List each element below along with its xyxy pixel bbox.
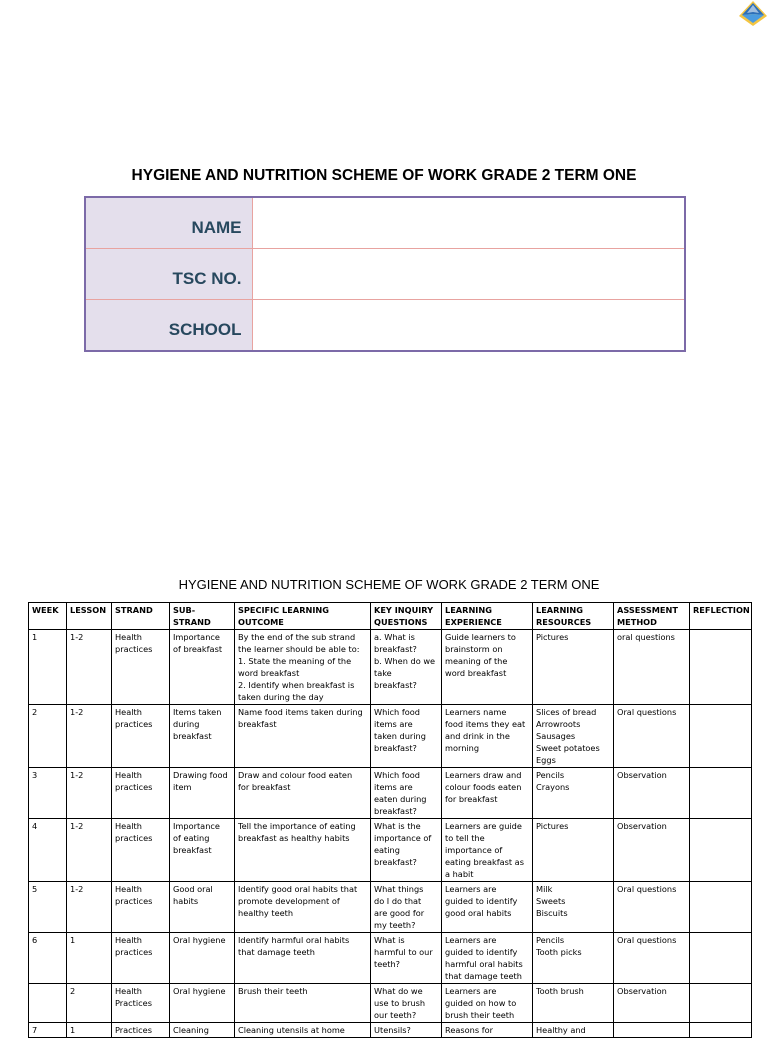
header-text: KEY INQUIRY (374, 605, 434, 615)
header-assessment-method (614, 603, 690, 630)
cell-text: take (374, 668, 392, 678)
cell-sub-strand (170, 1023, 235, 1038)
cell-text: 1-2 (70, 770, 84, 780)
header-text: WEEK (32, 605, 59, 615)
cell-text: Learners are (445, 986, 497, 996)
header-text: STRAND (115, 605, 153, 615)
cell-text: brainstorm on (445, 644, 503, 654)
cell-reflection (690, 630, 752, 705)
cell-text: Learners draw and (445, 770, 522, 780)
cell-learning-experience (442, 933, 533, 984)
table-row (29, 630, 752, 705)
cell-text: Health (115, 986, 142, 996)
cell-text: Draw and colour food eaten (238, 770, 353, 780)
cell-lesson (67, 1023, 112, 1038)
cell-text: breakfast (173, 845, 212, 855)
header-text: LEARNING (536, 605, 583, 615)
cell-key-inquiry-questions (371, 705, 442, 768)
cell-text: eating breakfast as (445, 857, 524, 867)
header-text: ASSESSMENT (617, 605, 678, 615)
cell-text: of breakfast (173, 644, 223, 654)
cell-text: habits (173, 896, 199, 906)
cell-text: Oral questions (617, 707, 677, 717)
detail-value-field[interactable] (252, 300, 685, 352)
table-row (29, 768, 752, 819)
cell-text: 1 (32, 632, 38, 642)
cell-text: Milk (536, 884, 553, 894)
header-week (29, 603, 67, 630)
header-text: QUESTIONS (374, 617, 428, 627)
header-lesson (67, 603, 112, 630)
cell-week (29, 882, 67, 933)
cell-text: 4 (32, 821, 38, 831)
cell-week (29, 819, 67, 882)
cell-text: Pictures (536, 632, 569, 642)
cell-text: 1 (70, 1025, 76, 1035)
cell-specific-learning-outcome (235, 882, 371, 933)
scheme-of-work-table (28, 602, 752, 1038)
cell-text: breakfast as healthy habits (238, 833, 350, 843)
cell-text: Observation (617, 821, 667, 831)
cell-assessment-method (614, 882, 690, 933)
cover-title: HYGIENE AND NUTRITION SCHEME OF WORK GRADE 2 TERM ONE (131, 167, 637, 184)
cell-text: taken during (374, 731, 426, 741)
cell-text: Oral questions (617, 935, 677, 945)
cell-text: 2 (70, 986, 76, 996)
cell-text: breakfast? (374, 680, 417, 690)
cell-learning-resources (533, 768, 614, 819)
cell-text: Tell the importance of eating (238, 821, 356, 831)
cell-text: Eggs (536, 755, 556, 765)
cell-text: 1. State the meaning of the (238, 656, 352, 666)
cell-learning-experience (442, 984, 533, 1023)
header-text: EXPERIENCE (445, 617, 502, 627)
cell-text: 5 (32, 884, 38, 894)
cell-text: brush their teeth (445, 1010, 515, 1020)
cell-learning-resources (533, 933, 614, 984)
detail-row (85, 300, 685, 352)
cell-sub-strand (170, 768, 235, 819)
cell-text: harmful to our (374, 947, 433, 957)
cell-text: practices (115, 896, 153, 906)
cell-text: 1 (70, 935, 76, 945)
cell-text: that damage teeth (238, 947, 315, 957)
detail-value-field[interactable] (252, 249, 685, 300)
cell-learning-experience (442, 705, 533, 768)
cell-key-inquiry-questions (371, 630, 442, 705)
cell-text: breakfast (238, 719, 277, 729)
cell-text: Cleaning utensils at home (238, 1025, 345, 1035)
cell-text: Arrowroots (536, 719, 581, 729)
cell-text: Cleaning (173, 1025, 209, 1035)
cell-key-inquiry-questions (371, 768, 442, 819)
cell-learning-experience (442, 768, 533, 819)
cell-text: Slices of bread (536, 707, 597, 717)
cell-sub-strand (170, 984, 235, 1023)
cell-text: colour foods eaten (445, 782, 522, 792)
detail-label: TSC NO. (85, 249, 252, 300)
header-text: REFLECTION (693, 605, 750, 615)
cell-text: Identify harmful oral habits (238, 935, 350, 945)
cell-text: do I do that (374, 896, 422, 906)
cell-text: Observation (617, 770, 667, 780)
cell-text: Health (115, 821, 142, 831)
cell-text: Sweets (536, 896, 566, 906)
cell-assessment-method (614, 819, 690, 882)
cell-strand (112, 630, 170, 705)
cell-text: Oral hygiene (173, 935, 226, 945)
header-text: OUTCOME (238, 617, 284, 627)
cell-text: Good oral (173, 884, 213, 894)
cell-text: for breakfast (445, 794, 498, 804)
cell-reflection (690, 819, 752, 882)
cell-text: eating (374, 845, 400, 855)
teacher-details-table (84, 196, 686, 352)
cell-text: Oral hygiene (173, 986, 226, 996)
scheme-title: HYGIENE AND NUTRITION SCHEME OF WORK GRADE 2 TERM ONE (178, 577, 600, 592)
header-text: SPECIFIC LEARNING (238, 605, 329, 615)
cell-text: Practices (115, 1025, 152, 1035)
cell-text: during (173, 719, 200, 729)
cell-text: Importance (173, 821, 220, 831)
cell-strand (112, 882, 170, 933)
cell-text: Items taken (173, 707, 222, 717)
cell-text: Guide learners to (445, 632, 516, 642)
header-text: LEARNING (445, 605, 492, 615)
cell-strand (112, 768, 170, 819)
table-row (29, 984, 752, 1023)
header-sub-strand (170, 603, 235, 630)
cell-text: my teeth? (374, 920, 416, 930)
cell-text: a. What is (374, 632, 415, 642)
cell-text: Learners name (445, 707, 507, 717)
cell-text: good oral habits (445, 908, 512, 918)
header-specific-learning-outcome (235, 603, 371, 630)
cell-text: food items they eat (445, 719, 526, 729)
cell-text: Tooth brush (536, 986, 584, 996)
cell-learning-resources (533, 630, 614, 705)
publisher-logo (737, 0, 768, 28)
cell-lesson (67, 705, 112, 768)
table-header-row (29, 603, 752, 630)
cell-text: meaning of the (445, 656, 508, 666)
cell-sub-strand (170, 819, 235, 882)
cell-reflection (690, 705, 752, 768)
cell-text: What is (374, 935, 405, 945)
cell-text: breakfast? (374, 806, 417, 816)
cell-text: Reasons for (445, 1025, 493, 1035)
cell-lesson (67, 933, 112, 984)
cell-text: What things (374, 884, 424, 894)
cell-sub-strand (170, 882, 235, 933)
cell-sub-strand (170, 630, 235, 705)
cell-strand (112, 1023, 170, 1038)
cell-text: practices (115, 644, 153, 654)
detail-label: SCHOOL (85, 300, 252, 352)
cell-week (29, 630, 67, 705)
cell-text: Biscuits (536, 908, 568, 918)
cell-assessment-method (614, 705, 690, 768)
header-text: LESSON (70, 605, 107, 615)
cell-strand (112, 819, 170, 882)
header-reflection (690, 603, 752, 630)
cell-text: practices (115, 833, 153, 843)
cell-strand (112, 705, 170, 768)
cell-key-inquiry-questions (371, 882, 442, 933)
cell-reflection (690, 768, 752, 819)
cell-sub-strand (170, 705, 235, 768)
cell-assessment-method (614, 1023, 690, 1038)
cell-assessment-method (614, 933, 690, 984)
cell-key-inquiry-questions (371, 819, 442, 882)
cell-text: use to brush (374, 998, 426, 1008)
header-text: RESOURCES (536, 617, 592, 627)
cell-text: 1-2 (70, 821, 84, 831)
detail-value-field[interactable] (252, 197, 685, 249)
cell-text: oral questions (617, 632, 675, 642)
cell-specific-learning-outcome (235, 984, 371, 1023)
cell-text: breakfast? (374, 644, 417, 654)
cell-text: Drawing food (173, 770, 228, 780)
cell-specific-learning-outcome (235, 630, 371, 705)
cell-text: Identify good oral habits that (238, 884, 358, 894)
cell-text: practices (115, 947, 153, 957)
cell-text: practices (115, 782, 153, 792)
cell-text: Learners are guide (445, 821, 522, 831)
cell-text: Learners are (445, 935, 497, 945)
header-learning-resources (533, 603, 614, 630)
cell-text: Observation (617, 986, 667, 996)
cell-text: Sweet potatoes (536, 743, 600, 753)
cell-text: the learner should be able to: (238, 644, 360, 654)
cell-text: guided on how to (445, 998, 517, 1008)
cell-text: Which food (374, 707, 420, 717)
cell-strand (112, 984, 170, 1023)
cell-text: our teeth? (374, 1010, 417, 1020)
cell-text: Pencils (536, 935, 565, 945)
cell-text: word breakfast (445, 668, 507, 678)
cell-reflection (690, 882, 752, 933)
cell-learning-experience (442, 1023, 533, 1038)
cell-text: of eating (173, 833, 210, 843)
cell-text: a habit (445, 869, 474, 879)
table-row (29, 1023, 752, 1038)
cell-text: Which food (374, 770, 420, 780)
cell-text: and drink in the (445, 731, 510, 741)
cell-text: taken during the day (238, 692, 324, 702)
cell-lesson (67, 768, 112, 819)
cell-text: items are (374, 782, 413, 792)
cell-text: Health (115, 632, 142, 642)
cell-text: Name food items taken during (238, 707, 363, 717)
cell-lesson (67, 819, 112, 882)
cell-key-inquiry-questions (371, 933, 442, 984)
table-row (29, 933, 752, 984)
cell-text: Health (115, 884, 142, 894)
cell-text: Practices (115, 998, 152, 1008)
cell-learning-resources (533, 984, 614, 1023)
cell-text: 1-2 (70, 632, 84, 642)
cell-text: that damage teeth (445, 971, 522, 981)
cell-text: Tooth picks (536, 947, 582, 957)
cell-text: item (173, 782, 192, 792)
cell-reflection (690, 933, 752, 984)
header-text: METHOD (617, 617, 657, 627)
cell-text: guided to identify (445, 896, 518, 906)
cell-text: guided to identify (445, 947, 518, 957)
cell-text: Health (115, 770, 142, 780)
cell-text: By the end of the sub strand (238, 632, 356, 642)
cell-text: importance of (445, 845, 503, 855)
cell-text: 1-2 (70, 884, 84, 894)
cell-reflection (690, 1023, 752, 1038)
cell-text: 2. Identify when breakfast is (238, 680, 355, 690)
cell-specific-learning-outcome (235, 705, 371, 768)
cell-week (29, 984, 67, 1023)
cell-text: Oral questions (617, 884, 677, 894)
cell-week (29, 768, 67, 819)
detail-row (85, 249, 685, 300)
cell-learning-experience (442, 819, 533, 882)
cell-text: b. When do we (374, 656, 436, 666)
cell-learning-resources (533, 819, 614, 882)
cell-reflection (690, 984, 752, 1023)
cell-text: are good for (374, 908, 425, 918)
cell-text: Utensils? (374, 1025, 411, 1035)
cell-text: Importance (173, 632, 220, 642)
cell-learning-resources (533, 882, 614, 933)
cell-assessment-method (614, 768, 690, 819)
cell-sub-strand (170, 933, 235, 984)
cell-text: 2 (32, 707, 38, 717)
cell-text: Health (115, 935, 142, 945)
cell-specific-learning-outcome (235, 819, 371, 882)
table-row (29, 819, 752, 882)
cell-text: Learners are (445, 884, 497, 894)
detail-row (85, 197, 685, 249)
header-strand (112, 603, 170, 630)
cell-lesson (67, 882, 112, 933)
table-row (29, 882, 752, 933)
cell-text: Health (115, 707, 142, 717)
cell-learning-resources (533, 705, 614, 768)
cell-week (29, 933, 67, 984)
cell-learning-experience (442, 882, 533, 933)
cell-text: practices (115, 719, 153, 729)
cell-text: healthy teeth (238, 908, 294, 918)
cell-text: Brush their teeth (238, 986, 308, 996)
cell-text: importance of (374, 833, 432, 843)
cell-text: word breakfast (238, 668, 300, 678)
cell-text: Sausages (536, 731, 576, 741)
header-key-inquiry-questions (371, 603, 442, 630)
cell-text: 7 (32, 1025, 38, 1035)
cell-text: Crayons (536, 782, 570, 792)
cell-text: Pencils (536, 770, 565, 780)
cell-text: Pictures (536, 821, 569, 831)
cell-text: 6 (32, 935, 38, 945)
cell-text: to tell the (445, 833, 485, 843)
cell-assessment-method (614, 630, 690, 705)
cell-text: What is the (374, 821, 421, 831)
cell-text: teeth? (374, 959, 401, 969)
cell-text: harmful oral habits (445, 959, 523, 969)
cell-text: morning (445, 743, 480, 753)
cell-text: promote development of (238, 896, 340, 906)
cell-learning-experience (442, 630, 533, 705)
cell-specific-learning-outcome (235, 768, 371, 819)
cell-text: 1-2 (70, 707, 84, 717)
cell-week (29, 1023, 67, 1038)
cell-text: breakfast? (374, 743, 417, 753)
cell-specific-learning-outcome (235, 1023, 371, 1038)
cell-text: items are (374, 719, 413, 729)
cell-lesson (67, 984, 112, 1023)
cell-strand (112, 933, 170, 984)
cell-text: Healthy and (536, 1025, 586, 1035)
cell-text: What do we (374, 986, 423, 996)
cell-text: for breakfast (238, 782, 291, 792)
cell-key-inquiry-questions (371, 984, 442, 1023)
header-learning-experience (442, 603, 533, 630)
header-text: SUB-STRAND (173, 605, 211, 627)
cell-text: eaten during (374, 794, 427, 804)
cell-learning-resources (533, 1023, 614, 1038)
cell-assessment-method (614, 984, 690, 1023)
cell-text: breakfast (173, 731, 212, 741)
detail-label: NAME (85, 197, 252, 249)
cell-lesson (67, 630, 112, 705)
cell-week (29, 705, 67, 768)
cell-text: breakfast? (374, 857, 417, 867)
cell-text: 3 (32, 770, 38, 780)
cell-specific-learning-outcome (235, 933, 371, 984)
table-row (29, 705, 752, 768)
cell-key-inquiry-questions (371, 1023, 442, 1038)
